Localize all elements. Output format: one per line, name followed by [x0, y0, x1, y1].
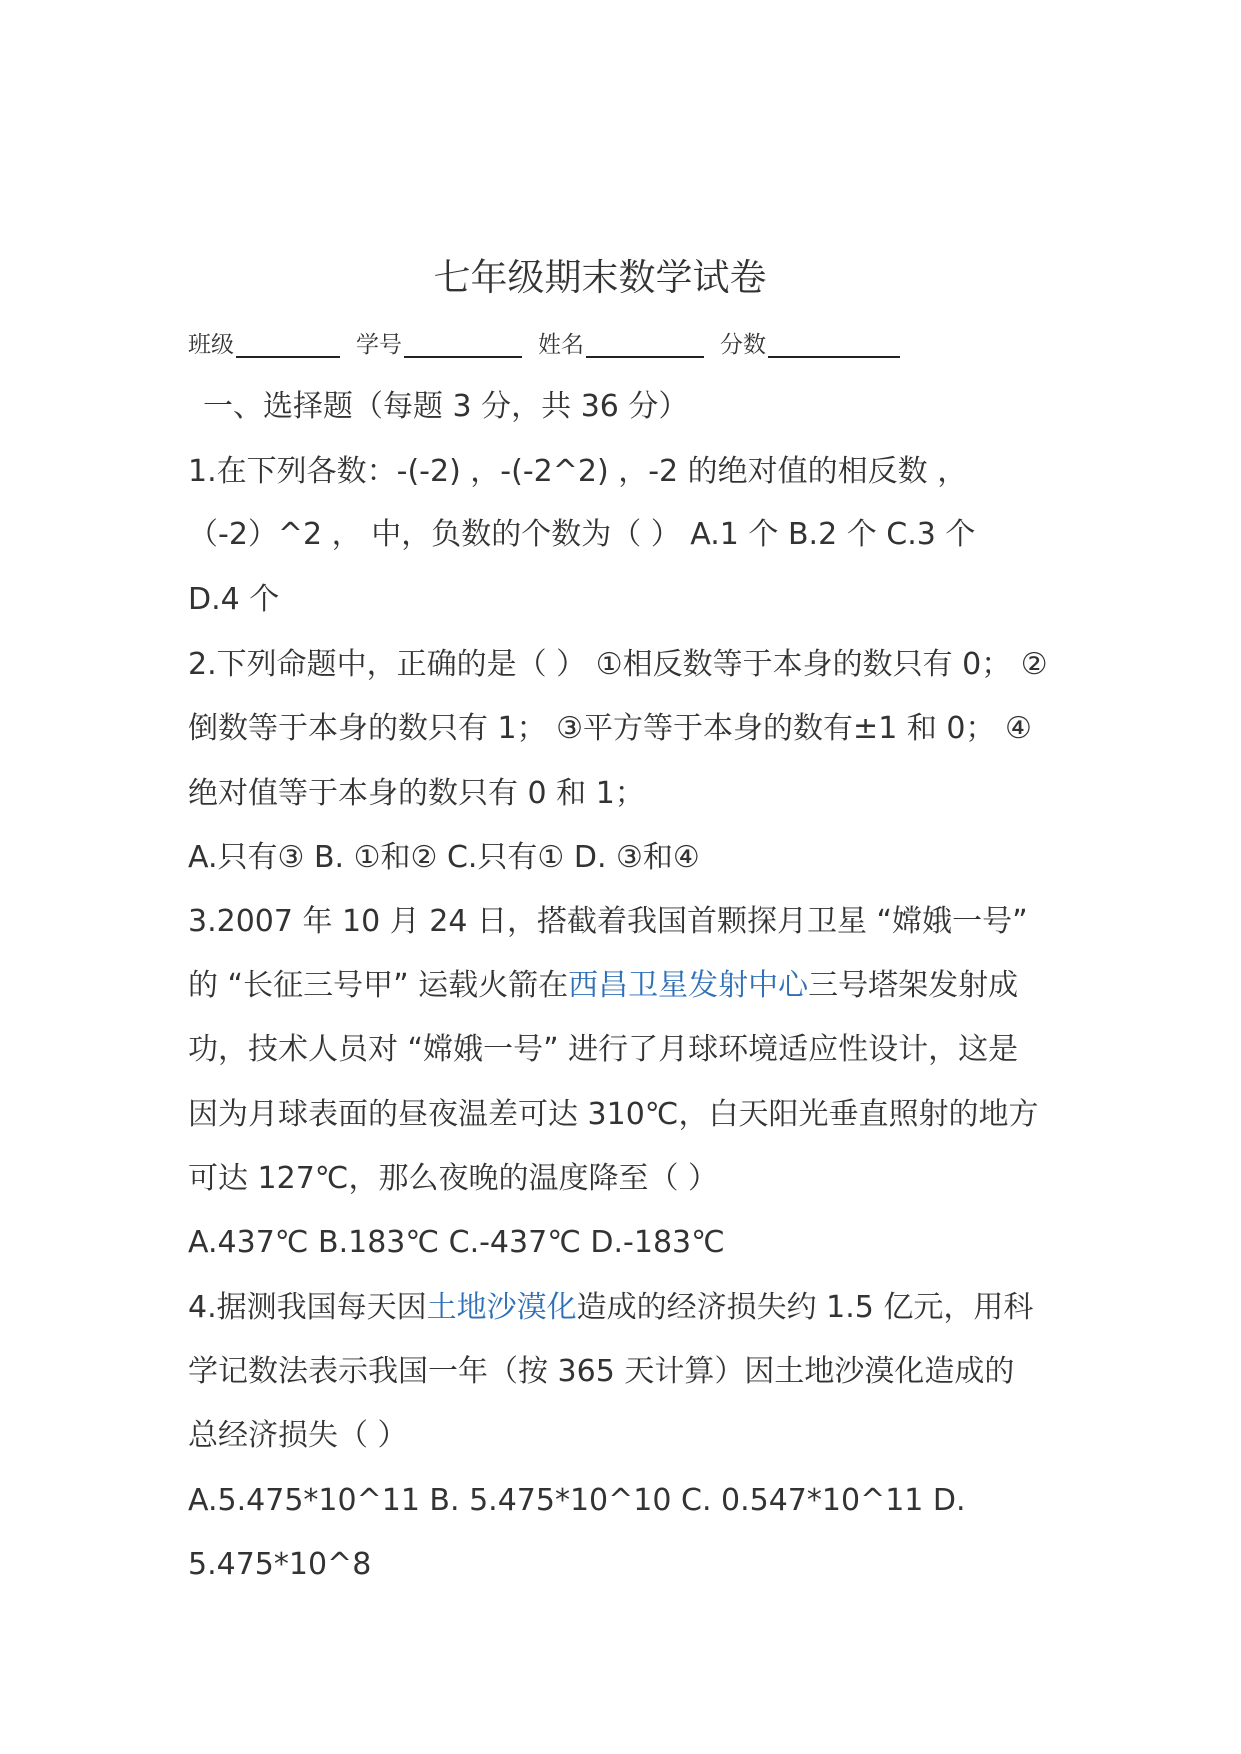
name-blank[interactable]: [586, 330, 704, 358]
q4-line-4: A.5.475*10^11 B. 5.475*10^10 C. 0.547*10^11 D.: [188, 1483, 966, 1518]
xichang-launch-center-link[interactable]: 西昌卫星发射中心: [568, 968, 809, 1003]
q1-line-3: D.4 个: [188, 582, 280, 617]
student-info-row: [188, 328, 916, 362]
class-label: 班级: [188, 332, 234, 358]
student-id-blank[interactable]: [404, 330, 522, 358]
q3-line-2-start: 的 “长征三号甲” 运载火箭在: [188, 968, 569, 1003]
q2-line-2: 倒数等于本身的数只有 1； ③平方等于本身的数有±1 和 0； ④: [188, 711, 1032, 746]
q1-line-2: （-2）^2 ， 中，负数的个数为（ ） A.1 个 B.2 个 C.3 个: [188, 517, 976, 552]
q4-line-5: 5.475*10^8: [188, 1547, 372, 1582]
student-id-label: 学号: [356, 332, 402, 358]
name-label: 姓名: [538, 332, 584, 358]
q1-line-1: 1.在下列各数：-(-2) ，-(-2^2) ，-2 的绝对值的相反数 ，: [188, 454, 968, 489]
q4-line-1-start: 4.据测我国每天因: [188, 1290, 427, 1325]
q4-line-2: 学记数法表示我国一年（按 365 天计算）因土地沙漠化造成的: [188, 1354, 1015, 1389]
score-blank[interactable]: [768, 330, 900, 358]
q2-line-1: 2.下列命题中，正确的是（ ） ①相反数等于本身的数只有 0； ②: [188, 647, 1048, 682]
q3-line-1: 3.2007 年 10 月 24 日，搭截着我国首颗探月卫星 “嫦娥一号”: [188, 904, 1028, 939]
q2-line-3: 绝对值等于本身的数只有 0 和 1；: [188, 776, 645, 811]
q4-line-3: 总经济损失（ ）: [188, 1418, 408, 1453]
section-heading: 一、选择题（每题 3 分，共 36 分）: [203, 389, 689, 424]
q2-options: A.只有③ B. ①和② C.只有① D. ③和④: [188, 840, 700, 875]
q3-options: A.437℃ B.183℃ C.-437℃ D.-183℃: [188, 1225, 725, 1260]
page-title: 七年级期末数学试卷: [433, 256, 767, 299]
q4-line-1-end: 造成的经济损失约 1.5 亿元，用科: [576, 1290, 1034, 1325]
class-blank[interactable]: [236, 330, 340, 358]
q3-line-4: 因为月球表面的昼夜温差可达 310℃，白天阳光垂直照射的地方: [188, 1097, 1039, 1132]
q3-line-3: 功，技术人员对 “嫦娥一号” 进行了月球环境适应性设计，这是: [188, 1032, 1019, 1067]
q4-line-1: [188, 1285, 1033, 1331]
q3-line-2-end: 三号塔架发射成: [808, 968, 1019, 1003]
q3-line-5: 可达 127℃，那么夜晚的温度降至（ ）: [188, 1161, 719, 1196]
score-label: 分数: [720, 332, 766, 358]
desertification-link[interactable]: 土地沙漠化: [426, 1290, 577, 1325]
q3-line-2: [188, 963, 1018, 1009]
